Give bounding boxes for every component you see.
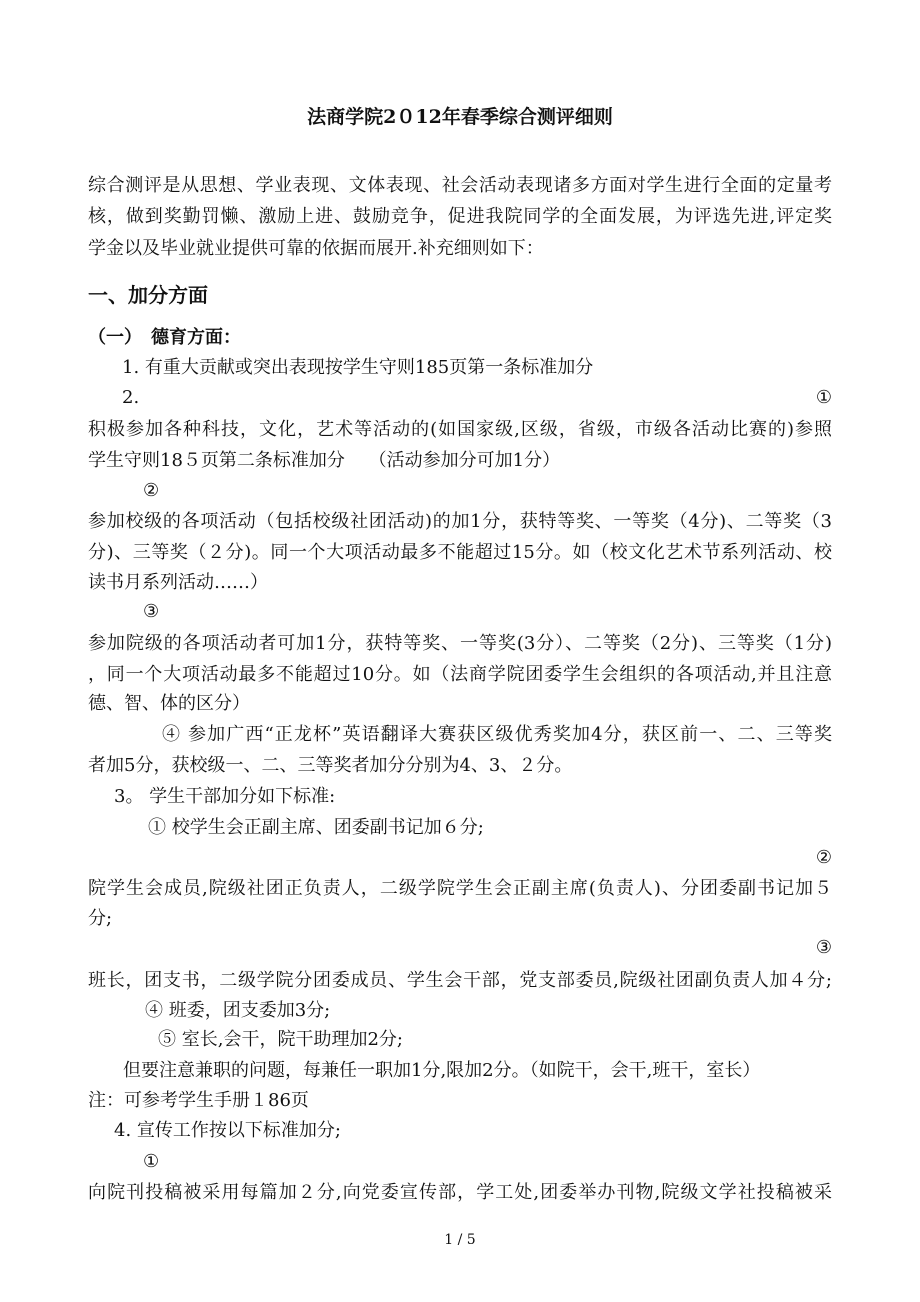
item-marker: ①	[143, 1151, 160, 1172]
body-line: ④ 班委，团支委加3分;	[145, 1000, 331, 1021]
body-line: ⑤ 室长,会干，院干助理加2分;	[158, 1029, 403, 1050]
intro-line: 综合测评是从思想、学业表现、文体表现、社会活动表现诸多方面对学生进行全面的定量考	[88, 175, 832, 196]
subsection-heading: （一） 德育方面：	[88, 327, 241, 348]
body-line: 参加校级的各项活动（包括校级社团活动)的加1分，获特等奖、一等奖（4分)、二等奖（3	[88, 511, 832, 532]
body-line: ④ 参加广西“正龙杯”英语翻译大赛获区级优秀奖加4分，获区前一、二、三等奖	[162, 724, 832, 745]
item-marker: ③	[143, 601, 160, 622]
body-line: 向院刊投稿被采用每篇加２分,向党委宣传部，学工处,团委举办刊物,院级文学社投稿被采	[88, 1182, 832, 1203]
item-1: 1. 有重大贡献或突出表现按学生守则185页第一条标准加分	[122, 357, 594, 378]
body-line: 分)、三等奖（２分)。同一个大项活动最多不能超过15分。如（校文化艺术节系列活动、校	[88, 542, 832, 563]
item-marker: ③	[815, 937, 832, 958]
page-number: 1 / 5	[444, 1232, 476, 1248]
section-heading: 一、加分方面	[88, 283, 208, 307]
item-marker: ②	[143, 480, 160, 501]
body-line: ，同一个大项活动最多不能超过10分。如（法商学院团委学生会组织的各项活动,并且注意	[88, 664, 832, 685]
body-line: 学生守则18５页第二条标准加分 （活动参加分可加1分）	[88, 450, 561, 471]
item-2: 2.	[122, 387, 140, 408]
document-title: 法商学院2０12年春季综合测评细则	[307, 106, 613, 128]
intro-line: 学金以及毕业就业提供可靠的依据而展开.补充细则如下：	[88, 238, 544, 259]
body-line: 读书月系列活动……）	[88, 572, 268, 593]
body-line: 分;	[88, 908, 113, 929]
body-line: ① 校学生会正副主席、团委副书记加６分;	[148, 817, 484, 838]
item-marker: ②	[815, 847, 832, 868]
body-line: 德、智、体的区分）	[88, 693, 250, 714]
body-line: 者加5分，获校级一、二、三等奖者加分分别为4、3、２分。	[88, 755, 573, 776]
intro-line: 核，做到奖勤罚懒、激励上进、鼓励竞争，促进我院同学的全面发展，为评选先进,评定奖	[88, 206, 832, 227]
body-line: 积极参加各种科技，文化，艺术等活动的(如国家级,区级，省级，市级各活动比赛的)参照	[88, 419, 832, 440]
body-line: 班长，团支书，二级学院分团委成员、学生会干部，党支部委员,院级社团副负责人加４分;	[88, 970, 832, 991]
body-line: 参加院级的各项活动者可加1分，获特等奖、一等奖(3分）、二等奖（2分)、三等奖（1分)	[88, 633, 832, 654]
note-line: 注：可参考学生手册１86页	[88, 1090, 309, 1111]
item-3: 3。 学生干部加分如下标准:	[114, 786, 336, 807]
body-line: 院学生会成员,院级社团正负责人，二级学院学生会正副主席(负责人)、分团委副书记加５	[88, 878, 832, 899]
body-line: 但要注意兼职的问题，每兼任一职加1分,限加2分。（如院干，会干,班干，室长）	[123, 1060, 761, 1081]
item-marker: ①	[815, 387, 832, 408]
item-4: 4. 宣传工作按以下标准加分;	[114, 1120, 341, 1141]
